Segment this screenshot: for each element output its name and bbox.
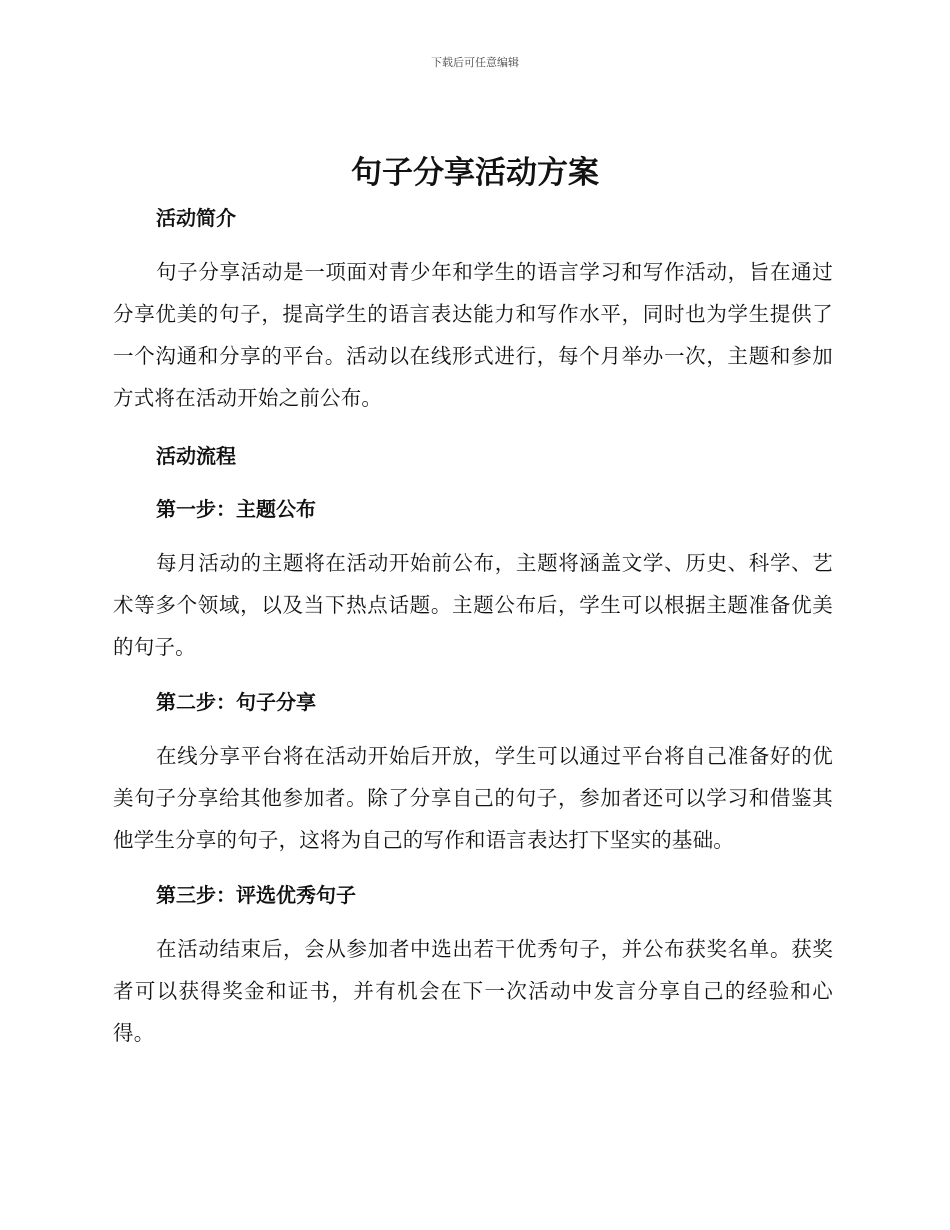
section-heading-step2: 第二步：句子分享 <box>156 690 316 714</box>
document-title: 句子分享活动方案 <box>351 155 599 191</box>
document-body <box>113 198 833 1054</box>
section-heading-step1: 第一步：主题公布 <box>156 497 316 521</box>
section-paragraph-step3: 在活动结束后，会从参加者中选出若干优秀句子，并公布获奖名单。获奖者可以获得奖金和证书，并有机会在下一次活动中发言分享自己的经验和心得。 <box>113 937 833 1045</box>
section-paragraph-step1: 每月活动的主题将在活动开始前公布，主题将涵盖文学、历史、科学、艺术等多个领域，以及当下热点话题。主题公布后，学生可以根据主题准备优美的句子。 <box>113 551 833 659</box>
header-note: 下载后可任意编辑 <box>431 56 519 69</box>
section-heading-step3: 第三步：评选优秀句子 <box>156 883 356 907</box>
section-heading-process: 活动流程 <box>156 444 236 468</box>
section-heading-intro: 活动简介 <box>156 206 236 230</box>
section-paragraph-step2: 在线分享平台将在活动开始后开放，学生可以通过平台将自己准备好的优美句子分享给其他参加者。除了分享自己的句子，参加者还可以学习和借鉴其他学生分享的句子，这将为自己的写作和语言表达打下坚实的基础。 <box>113 744 833 852</box>
section-paragraph-intro: 句子分享活动是一项面对青少年和学生的语言学习和写作活动，旨在通过分享优美的句子，提高学生的语言表达能力和写作水平，同时也为学生提供了一个沟通和分享的平台。活动以在线形式进行，每个月举办一次，主题和参加方式将在活动开始之前公布。 <box>113 260 833 410</box>
